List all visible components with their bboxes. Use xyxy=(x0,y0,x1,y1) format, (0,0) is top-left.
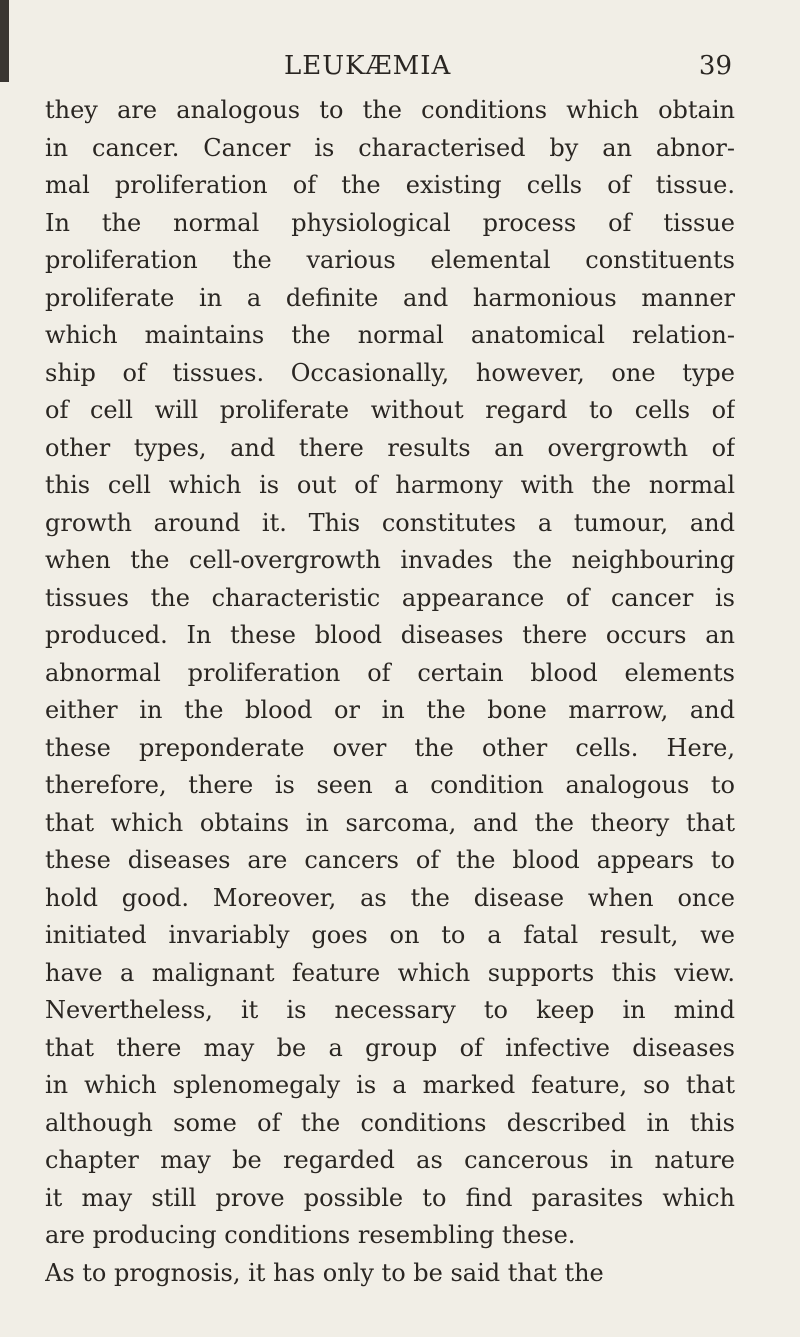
text-line: In the normal physiological process of tissue xyxy=(45,208,735,237)
page-header xyxy=(0,46,800,86)
text-line: are producing conditions resembling these. xyxy=(45,1221,576,1249)
text-line: of cell will proliferate without regard to cells of xyxy=(45,396,735,424)
text-line: tissues the characteristic appearance of cancer is xyxy=(45,583,735,612)
text-line: produced. In these blood diseases there occurs an xyxy=(45,621,735,649)
text-line: other types, and there results an overgrowth of xyxy=(45,433,735,462)
text-line: these diseases are cancers of the blood appears to xyxy=(45,846,735,874)
page-number: 39 xyxy=(698,51,732,81)
text-line: Nevertheless, it is necessary to keep in mind xyxy=(45,996,735,1024)
text-line: although some of the conditions described in this xyxy=(45,1108,735,1137)
text-line: in cancer. Cancer is characterised by an abnor- xyxy=(45,133,735,162)
text-line: which maintains the normal anatomical relation- xyxy=(45,321,735,349)
text-line: As to prognosis, it has only to be said that the xyxy=(45,1258,604,1287)
body-text xyxy=(45,92,735,1292)
text-line: proliferate in a definite and harmonious manner xyxy=(45,283,735,312)
text-line: mal proliferation of the existing cells of tissue. xyxy=(45,171,735,199)
text-line: ship of tissues. Occasionally, however, one type xyxy=(45,358,735,387)
text-line: they are analogous to the conditions which obtain xyxy=(45,96,735,124)
text-line: initiated invariably goes on to a fatal result, we xyxy=(45,921,735,949)
text-line: chapter may be regarded as cancerous in nature xyxy=(45,1146,735,1174)
text-line: proliferation the various elemental constituents xyxy=(45,246,735,274)
running-title: LEUKÆMIA xyxy=(284,51,452,81)
text-line: when the cell-overgrowth invades the neighbouring xyxy=(45,546,735,574)
text-line: either in the blood or in the bone marrow, and xyxy=(45,696,735,724)
text-line: it may still prove possible to find parasites which xyxy=(45,1183,735,1212)
text-line: these preponderate over the other cells. Here, xyxy=(45,733,735,762)
text-line: hold good. Moreover, as the disease when once xyxy=(45,883,735,912)
text-line: that there may be a group of infective diseases xyxy=(45,1033,735,1062)
text-line: this cell which is out of harmony with the normal xyxy=(45,471,735,499)
text-line: growth around it. This constitutes a tumour, and xyxy=(45,508,735,537)
text-line: that which obtains in sarcoma, and the theory that xyxy=(45,808,735,837)
text-line: have a malignant feature which supports this view. xyxy=(45,958,735,987)
text-line: therefore, there is seen a condition analogous to xyxy=(45,771,735,799)
text-line: in which splenomegaly is a marked feature, so that xyxy=(45,1071,735,1099)
text-line: abnormal proliferation of certain blood elements xyxy=(45,658,735,687)
